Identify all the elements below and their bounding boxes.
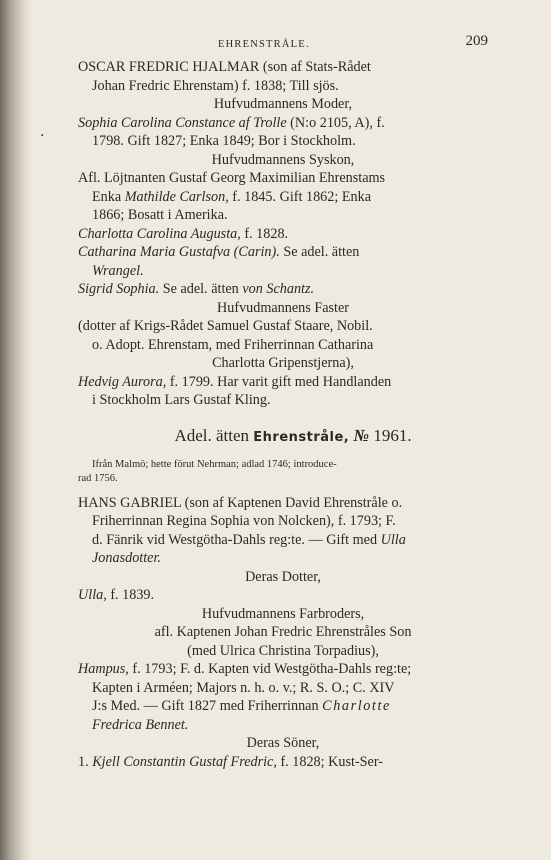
text-line: Enka Mathilde Carlson, f. 1845. Gift 1862; Enka bbox=[92, 188, 371, 205]
book-binding-shadow bbox=[0, 0, 22, 860]
text-line: Afl. Löjtnanten Gustaf Georg Maximilian Ehrenstams bbox=[78, 170, 386, 186]
person-name: Charlotta Carolina Augusta, bbox=[78, 225, 241, 242]
text-line: d. Fänrik vid Westgötha-Dahls reg:te. — Gift med Ulla bbox=[92, 531, 406, 548]
subheading: Deras Dotter, bbox=[245, 568, 321, 585]
text-line: HANS GABRIEL (son af Kaptenen David Ehrenstråle o. bbox=[78, 494, 403, 511]
ehrenstrale-entry bbox=[78, 458, 488, 772]
text-line: 1798. Gift 1827; Enka 1849; Bor i Stockholm. bbox=[92, 133, 356, 149]
family-name: Wrangel. bbox=[92, 262, 144, 279]
person-name: Sophia Carolina Constance af Trolle bbox=[78, 114, 287, 131]
page-number: 209 bbox=[465, 33, 488, 49]
person-name: Mathilde Carlson, bbox=[124, 188, 229, 205]
person-name: Jonasdotter. bbox=[92, 550, 161, 566]
spacer bbox=[78, 450, 488, 458]
text-line: 1866; Bosatt i Amerika. bbox=[92, 207, 228, 223]
person-name: Ulla, bbox=[78, 587, 107, 603]
section-title: Adel. ätten Ehrenstråle, № 1961. bbox=[174, 425, 412, 445]
person-name: Charlotte bbox=[322, 698, 391, 714]
person-name: Fredrica Bennet. bbox=[92, 716, 189, 733]
text-line: afl. Kaptenen Johan Fredric Ehrenstråles Son bbox=[154, 624, 412, 640]
page-edge bbox=[22, 0, 32, 860]
subheading: Hufvudmannens Farbroders, bbox=[201, 605, 365, 622]
text-line: (dotter af Krigs-Rådet Samuel Gustaf Staare, Nobil. bbox=[78, 318, 373, 334]
text-line: Sophia Carolina Constance af Trolle (N:o 2105, A), f. bbox=[78, 114, 385, 131]
text-line bbox=[78, 549, 488, 568]
text-line: Hedvig Aurora, f. 1799. Har varit gift med Handlanden bbox=[78, 373, 392, 390]
text-line: o. Adopt. Ehrenstam, med Friherrinnan Catharina bbox=[92, 336, 374, 353]
text-line: OSCAR FREDRIC HJALMAR (son af Stats-Rådet bbox=[78, 59, 371, 75]
subheading: Hufvudmannens Faster bbox=[217, 299, 349, 316]
number-sign: № bbox=[353, 425, 370, 445]
section-number: 1961. bbox=[373, 425, 412, 445]
text-line: J:s Med. — Gift 1827 med Friherrinnan Charlotte bbox=[92, 698, 391, 714]
text-line bbox=[78, 716, 488, 735]
text-line: Johan Fredric Ehrenstam) f. 1838; Till sjös. bbox=[92, 77, 339, 94]
note-line: rad 1756. bbox=[78, 472, 118, 484]
text-line: Friherrinnan Regina Sophia von Nolcken), f. 1793; F. bbox=[92, 513, 396, 529]
subheading: Hufvudmannens Moder, bbox=[213, 96, 353, 112]
person-name: Catharina Maria Gustafva (Carin). bbox=[78, 244, 280, 260]
text-line: i Stockholm Lars Gustaf Kling. bbox=[92, 392, 271, 408]
margin-mark: · bbox=[40, 128, 45, 144]
text-line: Charlotta Carolina Augusta, f. 1828. bbox=[78, 225, 289, 242]
text-line bbox=[78, 262, 488, 281]
family-name-gothic: Ehrenstråle, bbox=[253, 429, 350, 445]
person-name: Hedvig Aurora, bbox=[78, 373, 167, 390]
subheading: Hufvudmannens Syskon, bbox=[211, 151, 355, 168]
text-line: Ulla, f. 1839. bbox=[78, 587, 155, 603]
note-line: Ifrån Malmö; hette förut Nehrman; adlad 1746; introduce- bbox=[92, 458, 337, 470]
text-line: Hampus, f. 1793; F. d. Kapten vid Westgötha-Dahls reg:te; bbox=[78, 661, 412, 677]
spacer bbox=[78, 486, 488, 494]
ehrenstam-entry bbox=[78, 58, 488, 410]
page-text bbox=[78, 30, 488, 771]
person-name: Kjell Constantin Gustaf Fredric, bbox=[92, 753, 277, 770]
text-line: Sigrid Sophia. Se adel. ätten von Schantz. bbox=[78, 281, 315, 297]
page-header bbox=[78, 30, 488, 58]
text-line: Kapten i Arméen; Majors n. h. o. v.; R. S. O.; C. XIV bbox=[92, 679, 395, 696]
text-line: 1. Kjell Constantin Gustaf Fredric, f. 1828; Kust-Ser- bbox=[78, 753, 383, 770]
running-head: EHRENSTRÅLE. bbox=[218, 39, 310, 50]
text-line: (med Ulrica Christina Torpadius), bbox=[187, 642, 379, 659]
person-name: Hampus, bbox=[78, 661, 129, 677]
person-name: Sigrid Sophia. bbox=[78, 281, 160, 297]
person-name: Ulla bbox=[380, 531, 406, 548]
spacer bbox=[78, 410, 488, 424]
subheading: Deras Söner, bbox=[246, 735, 320, 751]
text-line: Charlotta Gripenstjerna), bbox=[212, 355, 354, 371]
text-line: Catharina Maria Gustafva (Carin). Se adel. ätten bbox=[78, 244, 360, 260]
family-name: von Schantz. bbox=[242, 281, 315, 297]
